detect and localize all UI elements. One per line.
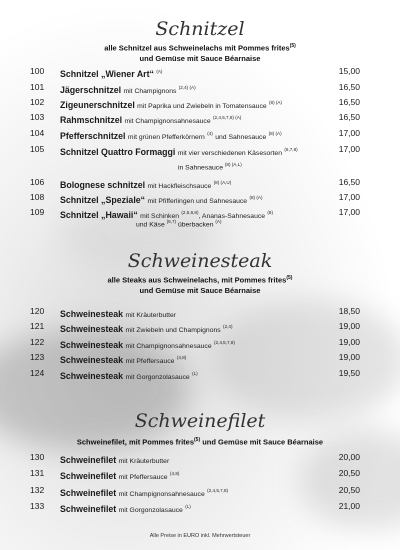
section-title: Schweinesteak	[127, 250, 273, 272]
footer-note: Alle Preise in EURO inkl. Mehrwertsteuer	[149, 533, 251, 539]
section-subtitle: alle Schnitzel aus Schweinelachs mit Pommes frites$^{(5)}$	[104, 43, 296, 53]
section-title: Schweinefilet	[134, 410, 266, 432]
section-subtitle: und Gemüse mit Sauce Béarnaise	[139, 285, 261, 295]
section-subtitle: alle Steaks aus Schweinelachs, mit Pommes frites$^{(5)}$	[107, 275, 293, 285]
steak-header	[0, 250, 400, 296]
item-continuation: in Sahnesauce $^{(8) (A,L)}$	[178, 162, 242, 172]
filet-header	[0, 410, 400, 448]
section-title: Schnitzel	[155, 18, 245, 40]
section-subtitle: Schweinefilet, mit Pommes frites$^{(5)}$ und Gemüse mit Sauce Béarnaise	[76, 437, 324, 447]
item-continuation: und Käse $^{(6,7)}$ überbacken $^{(A)}$	[136, 219, 222, 229]
section-subtitle: und Gemüse mit Sauce Béarnaise	[139, 53, 261, 63]
schnitzel-header	[0, 18, 400, 64]
menu-page: Schnitzel alle Schnitzel aus Schweinelachs mit Pommes frites$^{(5)}$ und Gemüse mit Sauce Béarnaise 100 Schnitzel „Wiener Art“ $^{(A)}$ 15,00 101 Jägerschnitzel mit Champignons $^{(2,4) (A)}$ 16,50 102 Zigeunerschnitzel mit Paprika und Zwiebeln in Tomatensauce $^{(8) (A)}$ 16,50 103 Rahmschnitzel mit Champignonsahnesauce $^{(2,4,5,7,8) (A)}$ 16,50 104 Pfefferschnitzel mit grünen Pfefferkörnern $^{(4)}$ und Sahnesauce $^{(8) (A)}$ 17,00 105 Schnitzel Quattro Formaggi mit vier verschiedenen Käsesorten $^{(6,7,8)}$ 17,00 in Sahnesauce $^{(8) (A,L)}$ 106 Bolognese schnitzel mit Hackfleischsauce $^{(8) (A,U)}$ 16,50 108 Schnitzel „Speziale“ mit Pfifferlingen und Sahnesauce $^{(8) (A)}$ 17,00 109 Schnitzel „Hawaii“ mit Schinken $^{(2,5,6,8)}$, Ananas-Sahnesauce $^{(8)}$ 17,00 und Käse $^{(6,7)}$ überbacken $^{(A)}$ Schweinesteak alle Steaks aus Schweinelachs, mit Pommes frites$^{(5)}$ und Gemüse mit Sauce Béarnaise 120 Schweinesteak mit Kräuterbutter 18,50 121 Schweinesteak mit Zwiebeln und Champignons $^{(2,4)}$ 19,00 122 Schweinesteak mit Champignonsahnesauce $^{(2,4,5,7,8)}$ 19,00 123 Schweinesteak mit Pfeffersauce $^{(4,8)}$ 19,00 124 Schweinesteak mit Gorgonzolasauce $^{(L)}$ 19,50 Schweinefilet Schweinefilet, mit Pommes frites$^{(5)}$ und Gemüse mit Sauce Béarnaise 130 Schweinefilet mit Kräuterbutter 20,00 131 Schweinefilet mit Pfeffersauce $^{(4,8)}$ 20,50 132 Schweinefilet mit Champignonsahnesauce $^{(2,4,5,7,8)}$ 20,50 133 Schweinefilet mit Gorgonzolasauce $^{(L)}$ 21,00 Alle Preise in EURO inkl. Mehrwertsteuer	[0, 0, 400, 550]
